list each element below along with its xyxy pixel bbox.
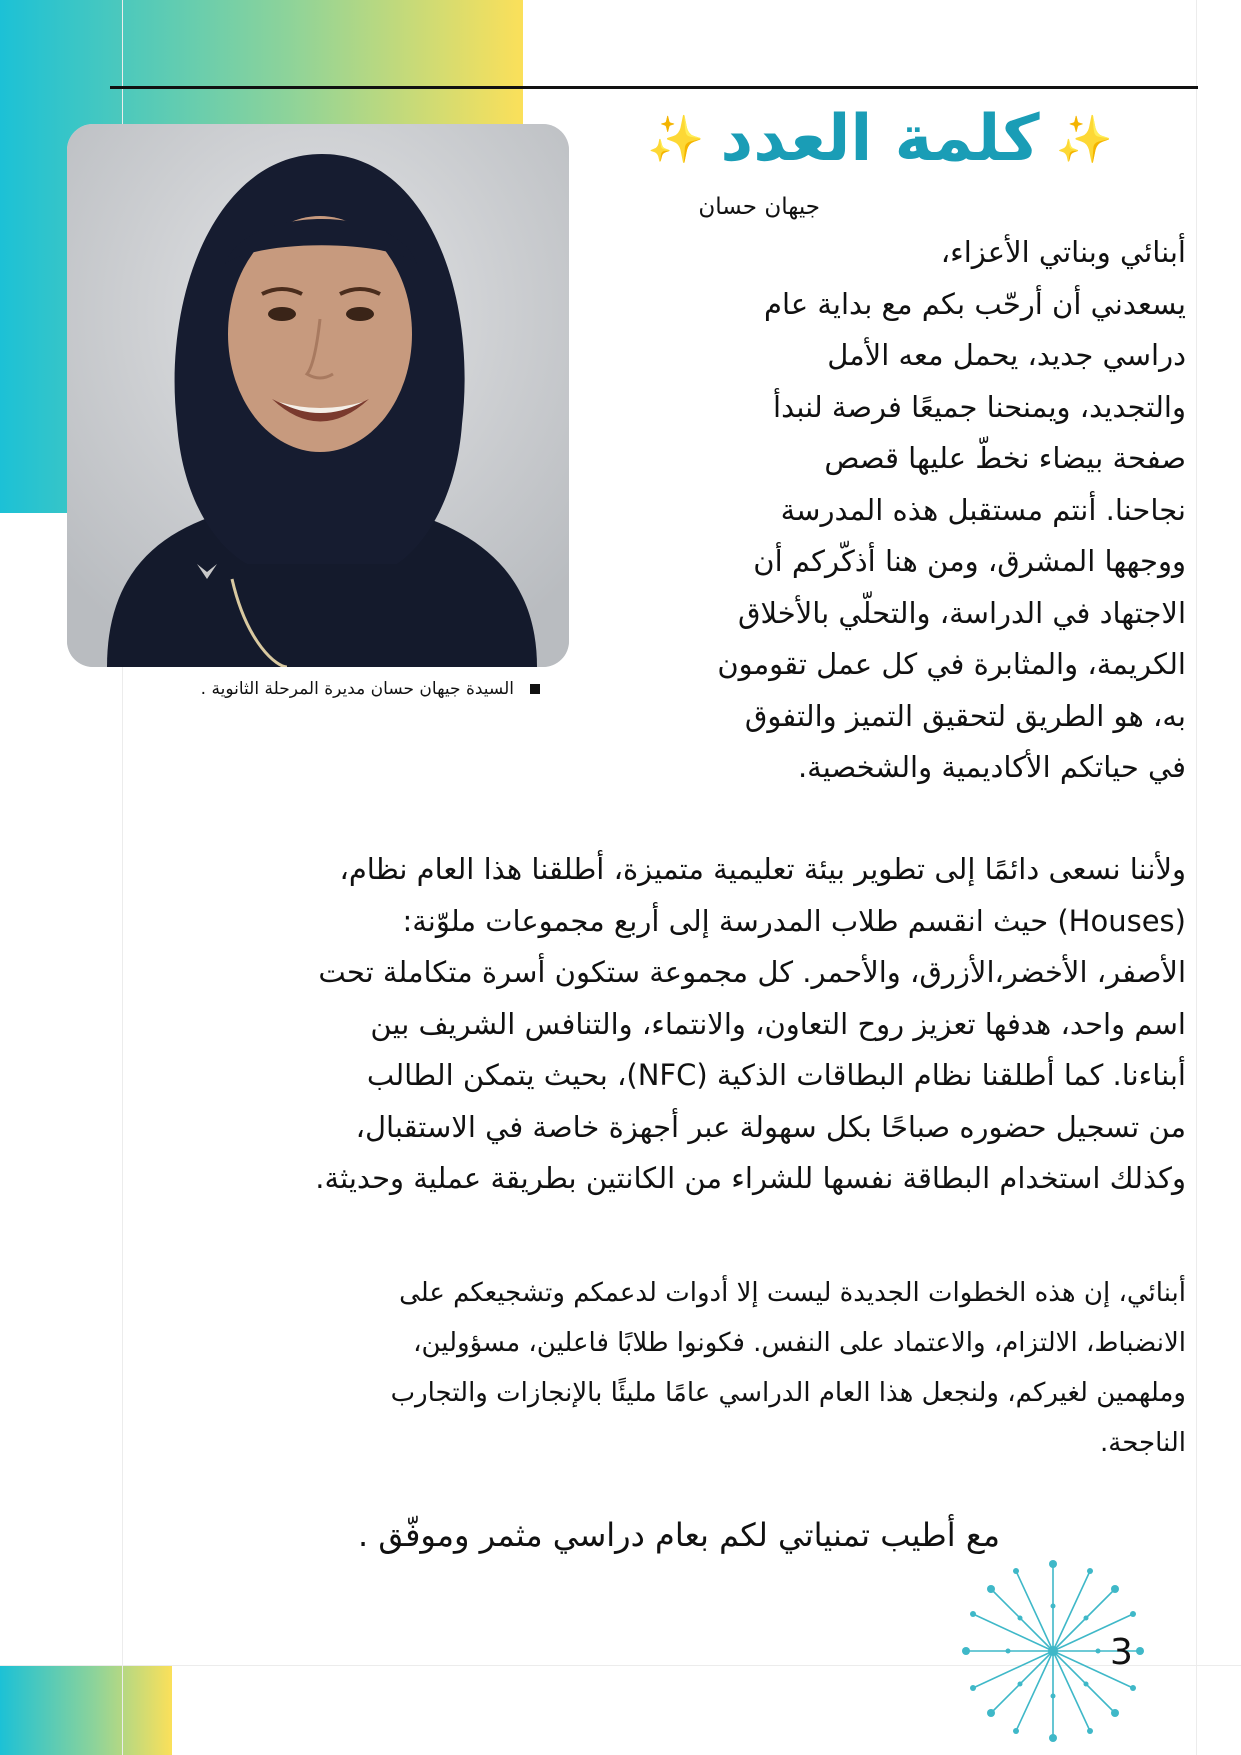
photo-caption: [60, 679, 540, 699]
text-line: وكذلك استخدام البطاقة نفسها للشراء من الكانتين بطريقة عملية وحديثة.: [315, 1161, 1186, 1195]
text-line: صفحة بيضاء نخطّ عليها قصص: [824, 441, 1186, 475]
text-line: الأصفر، الأخضر،الأزرق، والأحمر. كل مجموعة ستكون أسرة متكاملة تحت: [318, 955, 1186, 989]
text-line: (Houses) حيث انقسم طلاب المدرسة إلى أربع مجموعات ملوّنة:: [402, 903, 1186, 938]
text-line: اسم واحد، هدفها تعزيز روح التعاون، والانتماء، والتنافس الشريف بين: [370, 1006, 1186, 1041]
encouragement-paragraph: [100, 1268, 1186, 1468]
top-rule: [110, 86, 1198, 89]
author-name: جيهان حسان: [698, 194, 820, 220]
text-line: الناجحة.: [1100, 1428, 1186, 1458]
text-line: نجاحنا. أنتم مستقبل هذه المدرسة: [780, 492, 1186, 527]
text-line: أبنائي، إن هذه الخطوات الجديدة ليست إلا أدوات لدعمكم وتشجيعكم على: [399, 1278, 1186, 1308]
sparkle-icon: ✨: [1055, 112, 1113, 166]
page-title: كلمة العدد: [720, 102, 1040, 176]
text-line: الاجتهاد في الدراسة، والتحلّي بالأخلاق: [738, 595, 1186, 630]
text-line: الانضباط، الالتزام، والاعتماد على النفس. فكونوا طلابًا فاعلين، مسؤولين،: [413, 1328, 1186, 1358]
text-line: دراسي جديد، يحمل معه الأمل: [827, 338, 1186, 372]
page-number: 3: [1110, 1632, 1133, 1673]
bullet-icon: [530, 684, 540, 694]
text-line: يسعدني أن أرحّب بكم مع بداية عام: [764, 286, 1186, 321]
text-line: في حياتكم الأكاديمية والشخصية.: [797, 750, 1186, 784]
text-line: به، هو الطريق لتحقيق التميز والتفوق: [744, 698, 1186, 733]
text-line: ووجهها المشرق، ومن هنا أذكّركم أن: [753, 544, 1186, 578]
closing-wish: مع أطيب تمنياتي لكم بعام دراسي مثمر وموفّق .: [358, 1516, 1000, 1554]
portrait-illustration: [67, 124, 569, 667]
text-line: من تسجيل حضوره صباحًا بكل سهولة عبر أجهزة خاصة في الاستقبال،: [355, 1109, 1186, 1144]
text-line: ولأننا نسعى دائمًا إلى تطوير بيئة تعليمية متميزة، أطلقنا هذا العام نظام،: [339, 852, 1186, 886]
guide-line: [1196, 0, 1197, 1755]
text-line: والتجديد، ويمنحنا جميعًا فرصة لنبدأ: [773, 389, 1186, 424]
intro-paragraph: [606, 227, 1186, 794]
sparkle-icon: ✨: [647, 112, 705, 166]
houses-paragraph: [86, 844, 1186, 1205]
text-line: أبناءنا. كما أطلقنا نظام البطاقات الذكية (NFC)، بحيث يتمكن الطالب: [366, 1058, 1186, 1092]
portrait-photo: [67, 124, 569, 667]
caption-text: السيدة جيهان حسان مديرة المرحلة الثانوية .: [200, 679, 514, 699]
gradient-block-bottom: [0, 1665, 172, 1755]
text-line: أبنائي وبناتي الأعزاء،: [940, 235, 1186, 269]
issue-title: [600, 96, 1160, 182]
text-line: الكريمة، والمثابرة في كل عمل تقومون: [717, 647, 1186, 681]
text-line: وملهمين لغيركم، ولنجعل هذا العام الدراسي عامًا مليئًا بالإنجازات والتجارب: [390, 1378, 1186, 1408]
